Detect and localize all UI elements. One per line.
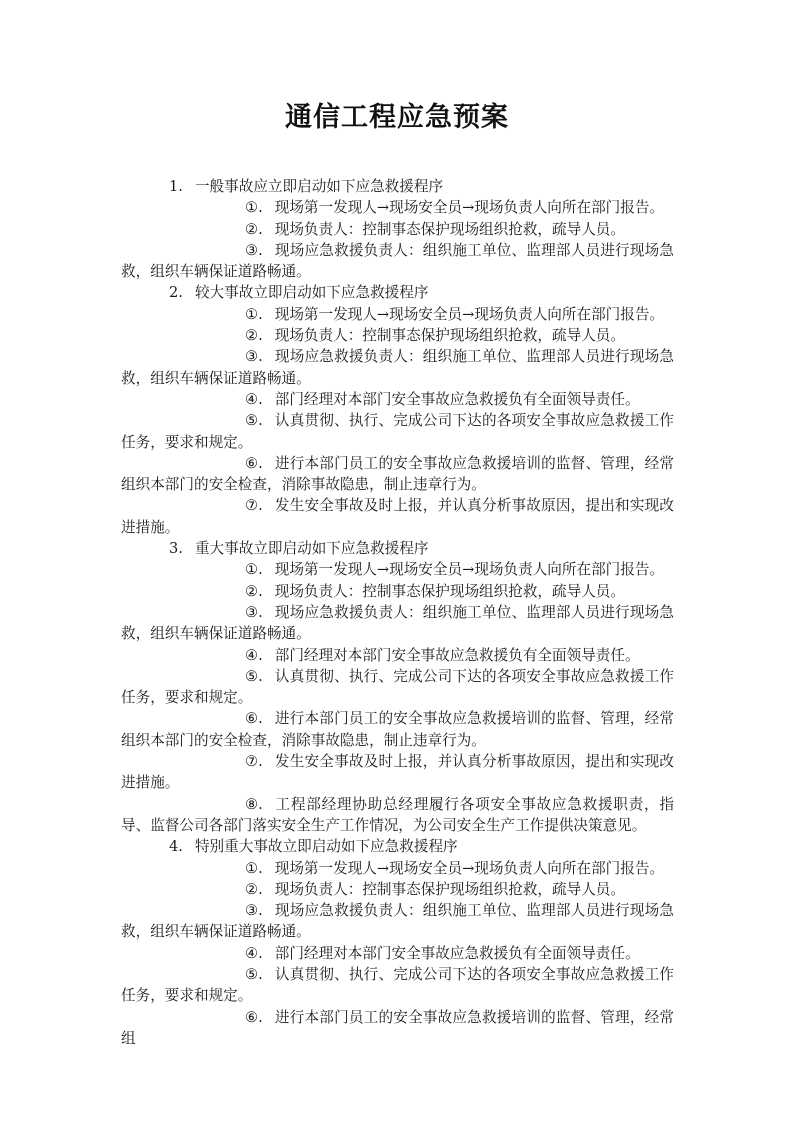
list-item bbox=[121, 346, 674, 389]
item-text: 部门经理对本部门安全事故应急救援负有全面领导责任。 bbox=[274, 944, 640, 962]
section-heading bbox=[121, 836, 674, 857]
section-heading-text: 一般事故应立即启动如下应急救援程序 bbox=[194, 178, 444, 195]
list-item bbox=[121, 879, 674, 900]
item-number: ②. bbox=[245, 880, 263, 898]
item-text: 现场应急救援负责人：组织施工单位、监理部人员进行现场急救，组织车辆保证道路畅通。 bbox=[121, 241, 674, 281]
item-number: ③. bbox=[245, 902, 263, 920]
item-text: 现场负责人：控制事态保护现场组织抢救，疏导人员。 bbox=[274, 327, 625, 345]
list-item bbox=[121, 943, 674, 964]
item-number: ⑥. bbox=[245, 1008, 263, 1026]
section-number: 1. bbox=[169, 178, 183, 195]
item-text: 工程部经理协助总经理履行各项安全事故应急救援职责，指导、监督公司各部门落实安全生产工作情况，为公司安全生产工作提供决策意见。 bbox=[121, 795, 674, 834]
item-number: ①. bbox=[245, 561, 263, 579]
item-text: 进行本部门员工的安全事故应急救援培训的监督、管理，经常组织本部门的安全检查，消除事故隐患，制止违章行为。 bbox=[121, 454, 674, 494]
list-item bbox=[121, 900, 674, 943]
item-text: 现场第一发现人→现场安全员→现场负责人向所在部门报告。 bbox=[274, 305, 665, 323]
item-number: ③. bbox=[245, 348, 263, 366]
list-item bbox=[121, 325, 674, 346]
item-text: 部门经理对本部门安全事故应急救援负有全面领导责任。 bbox=[274, 646, 640, 664]
item-number: ②. bbox=[245, 327, 263, 345]
list-item bbox=[121, 197, 674, 218]
section-4 bbox=[121, 836, 674, 1049]
list-item bbox=[121, 410, 674, 453]
item-text: 现场第一发现人→现场安全员→现场负责人向所在部门报告。 bbox=[274, 199, 665, 217]
list-item bbox=[121, 453, 674, 496]
item-number: ①. bbox=[245, 199, 263, 217]
item-number: ④. bbox=[245, 390, 263, 408]
section-heading-text: 重大事故立即启动如下应急救援程序 bbox=[194, 540, 429, 558]
list-item bbox=[121, 581, 674, 602]
section-heading-text: 特别重大事故立即启动如下应急救援程序 bbox=[194, 838, 458, 856]
item-text: 现场负责人：控制事态保护现场组织抢救，疏导人员。 bbox=[274, 220, 625, 238]
section-heading-text: 较大事故立即启动如下应急救援程序 bbox=[194, 284, 429, 302]
item-text: 认真贯彻、执行、完成公司下达的各项安全事故应急救援工作任务，要求和规定。 bbox=[121, 412, 674, 451]
page-title: 通信工程应急预案 bbox=[285, 102, 509, 133]
section-number: 4. bbox=[169, 838, 183, 856]
list-item bbox=[121, 708, 674, 751]
item-text: 发生安全事故及时上报，并认真分析事故原因，提出和实现改进措施。 bbox=[121, 497, 674, 536]
item-number: ⑤. bbox=[245, 667, 263, 685]
item-number: ④. bbox=[245, 944, 263, 962]
list-item bbox=[121, 240, 674, 283]
list-item bbox=[121, 858, 674, 879]
item-text: 现场负责人：控制事态保护现场组织抢救，疏导人员。 bbox=[274, 880, 625, 898]
section-3 bbox=[121, 538, 674, 836]
item-number: ⑥. bbox=[245, 454, 263, 472]
item-text: 认真贯彻、执行、完成公司下达的各项安全事故应急救援工作任务，要求和规定。 bbox=[121, 965, 674, 1005]
document-body bbox=[121, 176, 674, 1049]
item-text: 部门经理对本部门安全事故应急救援负有全面领导责任。 bbox=[274, 390, 640, 408]
section-heading bbox=[121, 538, 674, 559]
item-number: ⑥. bbox=[245, 710, 263, 728]
item-text: 现场应急救援负责人：组织施工单位、监理部人员进行现场急救，组织车辆保证道路畅通。 bbox=[121, 902, 674, 941]
list-item bbox=[121, 964, 674, 1007]
list-item bbox=[121, 495, 674, 538]
list-item bbox=[121, 751, 674, 794]
item-number: ①. bbox=[245, 305, 263, 323]
section-number: 2. bbox=[169, 284, 183, 302]
section-1 bbox=[121, 176, 674, 282]
list-item bbox=[121, 219, 674, 240]
list-item bbox=[121, 602, 674, 645]
item-text: 现场应急救援负责人：组织施工单位、监理部人员进行现场急救，组织车辆保证道路畅通。 bbox=[121, 603, 674, 643]
list-item bbox=[121, 304, 674, 325]
item-number: ⑤. bbox=[245, 412, 263, 430]
list-item bbox=[121, 666, 674, 709]
item-number: ③. bbox=[245, 241, 263, 259]
item-number: ②. bbox=[245, 582, 263, 600]
list-item bbox=[121, 559, 674, 580]
item-text: 认真贯彻、执行、完成公司下达的各项安全事故应急救援工作任务，要求和规定。 bbox=[121, 667, 674, 707]
item-number: ⑦. bbox=[245, 753, 263, 771]
section-heading bbox=[121, 282, 674, 303]
item-number: ⑧. bbox=[245, 795, 263, 813]
item-text: 进行本部门员工的安全事故应急救援培训的监督、管理，经常组 bbox=[121, 1008, 674, 1047]
item-text: 发生安全事故及时上报，并认真分析事故原因，提出和实现改进措施。 bbox=[121, 753, 674, 792]
list-item bbox=[121, 794, 674, 837]
item-number: ①. bbox=[245, 859, 263, 877]
item-number: ②. bbox=[245, 220, 263, 238]
item-text: 现场负责人：控制事态保护现场组织抢救，疏导人员。 bbox=[274, 582, 625, 600]
item-number: ⑦. bbox=[245, 497, 263, 515]
item-number: ④. bbox=[245, 646, 263, 664]
item-text: 现场第一发现人→现场安全员→现场负责人向所在部门报告。 bbox=[274, 561, 665, 579]
item-text: 现场应急救援负责人：组织施工单位、监理部人员进行现场急救，组织车辆保证道路畅通。 bbox=[121, 348, 674, 387]
item-number: ③. bbox=[245, 603, 263, 621]
list-item bbox=[121, 645, 674, 666]
list-item bbox=[121, 389, 674, 410]
item-text: 进行本部门员工的安全事故应急救援培训的监督、管理，经常组织本部门的安全检查，消除事故隐患，制止违章行为。 bbox=[121, 710, 674, 749]
item-number: ⑤. bbox=[245, 965, 263, 983]
section-heading bbox=[121, 176, 674, 197]
item-text: 现场第一发现人→现场安全员→现场负责人向所在部门报告。 bbox=[274, 859, 665, 877]
section-number: 3. bbox=[169, 540, 183, 558]
list-item bbox=[121, 1007, 674, 1050]
section-2 bbox=[121, 282, 674, 538]
